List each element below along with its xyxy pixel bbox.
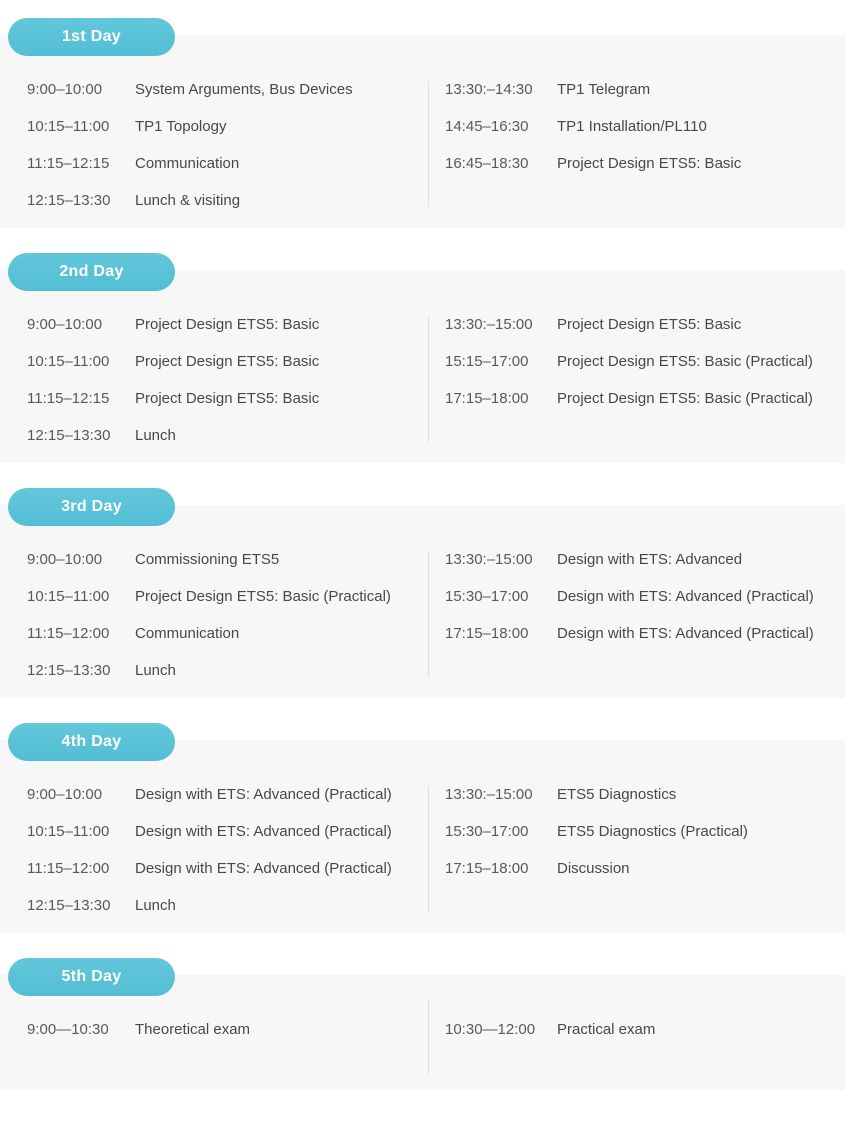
- session-title: Theoretical exam: [135, 1021, 251, 1038]
- day-4-section: [0, 723, 845, 933]
- schedule-row: [27, 652, 428, 689]
- schedule-row: [27, 417, 428, 454]
- session-title: Practical exam: [557, 1021, 656, 1038]
- session-title: Project Design ETS5: Basic (Practical): [557, 390, 813, 407]
- day-2-card: [0, 270, 845, 463]
- time-range: 12:15–13:30: [27, 662, 111, 679]
- day-3-afternoon-column: [428, 541, 845, 689]
- day-5-section: [0, 958, 845, 1090]
- day-5-badge: [8, 958, 175, 996]
- time-range: 10:15–11:00: [27, 353, 110, 370]
- time-range: 9:00–10:00: [27, 786, 103, 803]
- session-title: Project Design ETS5: Basic (Practical): [135, 588, 391, 605]
- time-range: 12:15–13:30: [27, 192, 111, 209]
- schedule-row: [445, 71, 845, 108]
- time-range: 9:00–10:00: [27, 81, 103, 98]
- time-range: 10:30—12:00: [445, 1021, 536, 1038]
- time-range: 11:15–12:00: [27, 860, 110, 877]
- column-divider: [428, 786, 429, 912]
- schedule-row: [27, 578, 428, 615]
- day-1-card: [0, 35, 845, 228]
- schedule-row: [445, 541, 845, 578]
- session-title: ETS5 Diagnostics (Practical): [557, 823, 748, 840]
- schedule-row: [27, 145, 428, 182]
- session-title: System Arguments, Bus Devices: [135, 81, 353, 98]
- session-title: TP1 Installation/PL110: [557, 118, 707, 135]
- time-range: 9:00–10:00: [27, 316, 103, 333]
- time-range: 15:30–17:00: [445, 588, 529, 605]
- schedule-row: [27, 1011, 428, 1048]
- time-range: 15:30–17:00: [445, 823, 529, 840]
- day-5-afternoon-column: [428, 1011, 845, 1048]
- time-range: 13:30:–15:00: [445, 316, 533, 333]
- session-title: Lunch: [135, 427, 176, 444]
- day-4-badge: [8, 723, 175, 761]
- session-title: Communication: [135, 625, 240, 642]
- schedule-row: [445, 306, 845, 343]
- day-2-badge: [8, 253, 175, 291]
- time-range: 12:15–13:30: [27, 427, 111, 444]
- session-title: Design with ETS: Advanced (Practical): [135, 860, 392, 877]
- time-range: 11:15–12:15: [27, 155, 110, 172]
- session-title: Design with ETS: Advanced (Practical): [135, 786, 392, 803]
- time-range: 14:45–16:30: [445, 118, 529, 135]
- time-range: 12:15–13:30: [27, 897, 111, 914]
- time-range: 13:30:–15:00: [445, 551, 533, 568]
- time-range: 13:30:–14:30: [445, 81, 533, 98]
- day-2-afternoon-column: [428, 306, 845, 454]
- time-range: 10:15–11:00: [27, 588, 110, 605]
- day-3-morning-column: [0, 541, 428, 689]
- day-2-label: 2nd Day: [59, 263, 124, 280]
- schedule-row: [27, 306, 428, 343]
- day-3-badge: [8, 488, 175, 526]
- day-3-label: 3rd Day: [61, 498, 122, 515]
- session-title: Project Design ETS5: Basic: [557, 316, 742, 333]
- day-4-label: 4th Day: [61, 733, 122, 750]
- schedule-row: [27, 776, 428, 813]
- schedule-row: [445, 108, 845, 145]
- day-1-morning-column: [0, 71, 428, 219]
- session-title: Lunch: [135, 897, 176, 914]
- session-title: Project Design ETS5: Basic: [135, 316, 320, 333]
- schedule-row: [27, 343, 428, 380]
- schedule-row: [27, 108, 428, 145]
- session-title: ETS5 Diagnostics: [557, 786, 677, 803]
- schedule-row: [27, 71, 428, 108]
- schedule-row: [445, 813, 845, 850]
- session-title: Design with ETS: Advanced (Practical): [557, 625, 814, 642]
- day-5-label: 5th Day: [61, 968, 122, 985]
- day-1-section: [0, 18, 845, 228]
- time-range: 16:45–18:30: [445, 155, 529, 172]
- day-5-morning-column: [0, 1011, 428, 1048]
- schedule-row: [27, 182, 428, 219]
- time-range: 10:15–11:00: [27, 823, 110, 840]
- time-range: 17:15–18:00: [445, 625, 529, 642]
- schedule-row: [445, 850, 845, 887]
- session-title: Lunch: [135, 662, 176, 679]
- session-title: Lunch & visiting: [135, 192, 241, 209]
- day-4-afternoon-column: [428, 776, 845, 924]
- schedule-row: [27, 380, 428, 417]
- session-title: Communication: [135, 155, 240, 172]
- time-range: 9:00–10:00: [27, 551, 103, 568]
- time-range: 17:15–18:00: [445, 860, 529, 877]
- session-title: Design with ETS: Advanced (Practical): [135, 823, 392, 840]
- column-divider: [428, 551, 429, 677]
- schedule-row: [27, 887, 428, 924]
- day-2-morning-column: [0, 306, 428, 454]
- schedule-row: [27, 615, 428, 652]
- day-1-afternoon-column: [428, 71, 845, 219]
- schedule-row: [27, 813, 428, 850]
- session-title: Project Design ETS5: Basic: [135, 390, 320, 407]
- schedule-row: [27, 850, 428, 887]
- column-divider: [428, 999, 429, 1074]
- column-divider: [428, 81, 429, 207]
- day-4-morning-column: [0, 776, 428, 924]
- time-range: 17:15–18:00: [445, 390, 529, 407]
- session-title: Commissioning ETS5: [135, 551, 280, 568]
- session-title: Discussion: [557, 860, 630, 877]
- schedule-row: [445, 776, 845, 813]
- schedule-row: [445, 1011, 845, 1048]
- session-title: Design with ETS: Advanced (Practical): [557, 588, 814, 605]
- day-1-label: 1st Day: [61, 28, 122, 45]
- schedule-row: [445, 343, 845, 380]
- time-range: 11:15–12:00: [27, 625, 110, 642]
- session-title: Project Design ETS5: Basic (Practical): [557, 353, 813, 370]
- session-title: TP1 Topology: [135, 118, 227, 135]
- column-divider: [428, 316, 429, 442]
- day-3-card: [0, 505, 845, 698]
- day-3-section: [0, 488, 845, 698]
- time-range: 15:15–17:00: [445, 353, 529, 370]
- time-range: 13:30:–15:00: [445, 786, 533, 803]
- time-range: 10:15–11:00: [27, 118, 110, 135]
- schedule-row: [445, 578, 845, 615]
- schedule-row: [445, 615, 845, 652]
- time-range: 9:00—10:30: [27, 1021, 109, 1038]
- time-range: 11:15–12:15: [27, 390, 110, 407]
- day-4-card: [0, 740, 845, 933]
- session-title: Design with ETS: Advanced: [557, 551, 743, 568]
- session-title: TP1 Telegram: [557, 81, 651, 98]
- session-title: Project Design ETS5: Basic: [135, 353, 320, 370]
- schedule-row: [27, 541, 428, 578]
- day-2-section: [0, 253, 845, 463]
- schedule-row: [445, 145, 845, 182]
- day-1-badge: [8, 18, 175, 56]
- session-title: Project Design ETS5: Basic: [557, 155, 742, 172]
- schedule-row: [445, 380, 845, 417]
